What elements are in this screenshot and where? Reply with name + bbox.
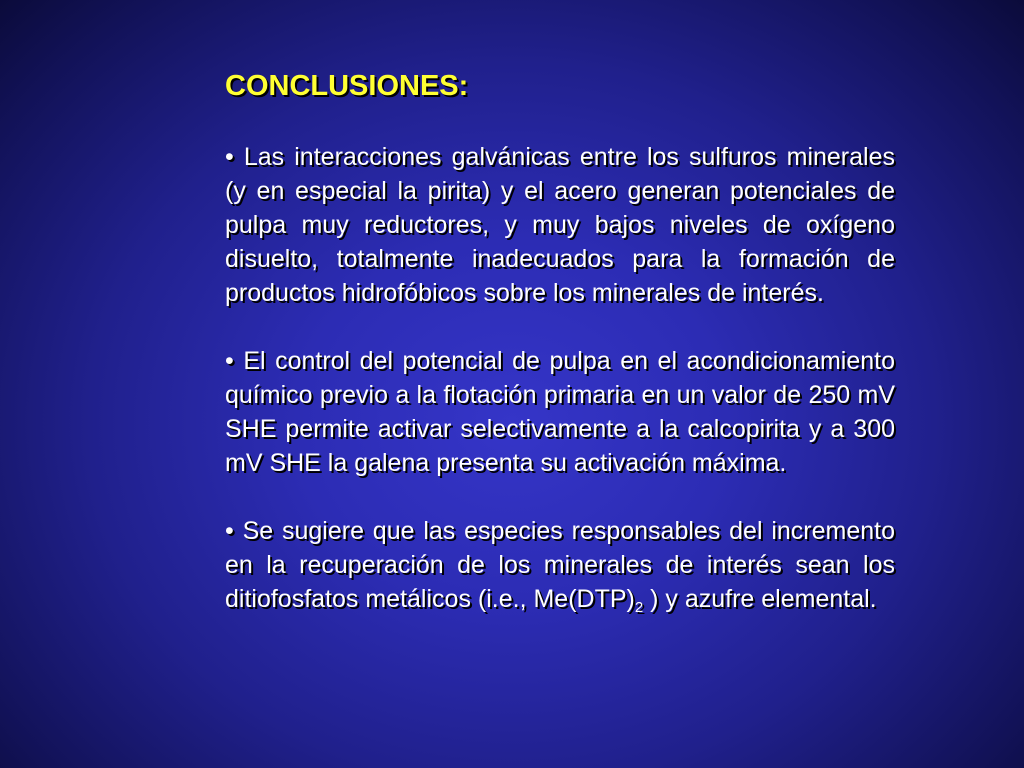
bullet: • bbox=[225, 143, 234, 171]
bullet: • bbox=[225, 347, 234, 375]
conclusion-point-1 bbox=[225, 140, 895, 310]
subscript: 2 bbox=[634, 599, 644, 616]
conclusion-point-3 bbox=[225, 514, 895, 616]
conclusion-text-3: Se sugiere que las especies responsables del incremento en la recuperación de los minerales de interés sean los ditiofosfatos metálicos (i.e., Me(DTP) bbox=[225, 517, 895, 613]
bullet: • bbox=[225, 517, 234, 545]
slide-title: CONCLUSIONES: bbox=[225, 70, 469, 102]
conclusion-text-3-end: ) y azufre elemental. bbox=[643, 585, 877, 613]
conclusion-point-2 bbox=[225, 344, 895, 480]
slide-content bbox=[225, 66, 895, 616]
conclusion-text-1: Las interacciones galvánicas entre los sulfuros minerales (y en especial la pirita) y el acero generan potenciales de pulpa muy reductores, y muy bajos niveles de oxígeno disuelto, totalmente inadecuados para la formación de productos hidrofóbicos sobre los minerales de interés. bbox=[225, 143, 895, 307]
conclusion-text-2: El control del potencial de pulpa en el acondicionamiento químico previo a la flotación primaria en un valor de 250 mV SHE permite activar selectivamente a la calcopirita y a 300 mV SHE la galena presenta su activación máxima. bbox=[225, 347, 896, 477]
